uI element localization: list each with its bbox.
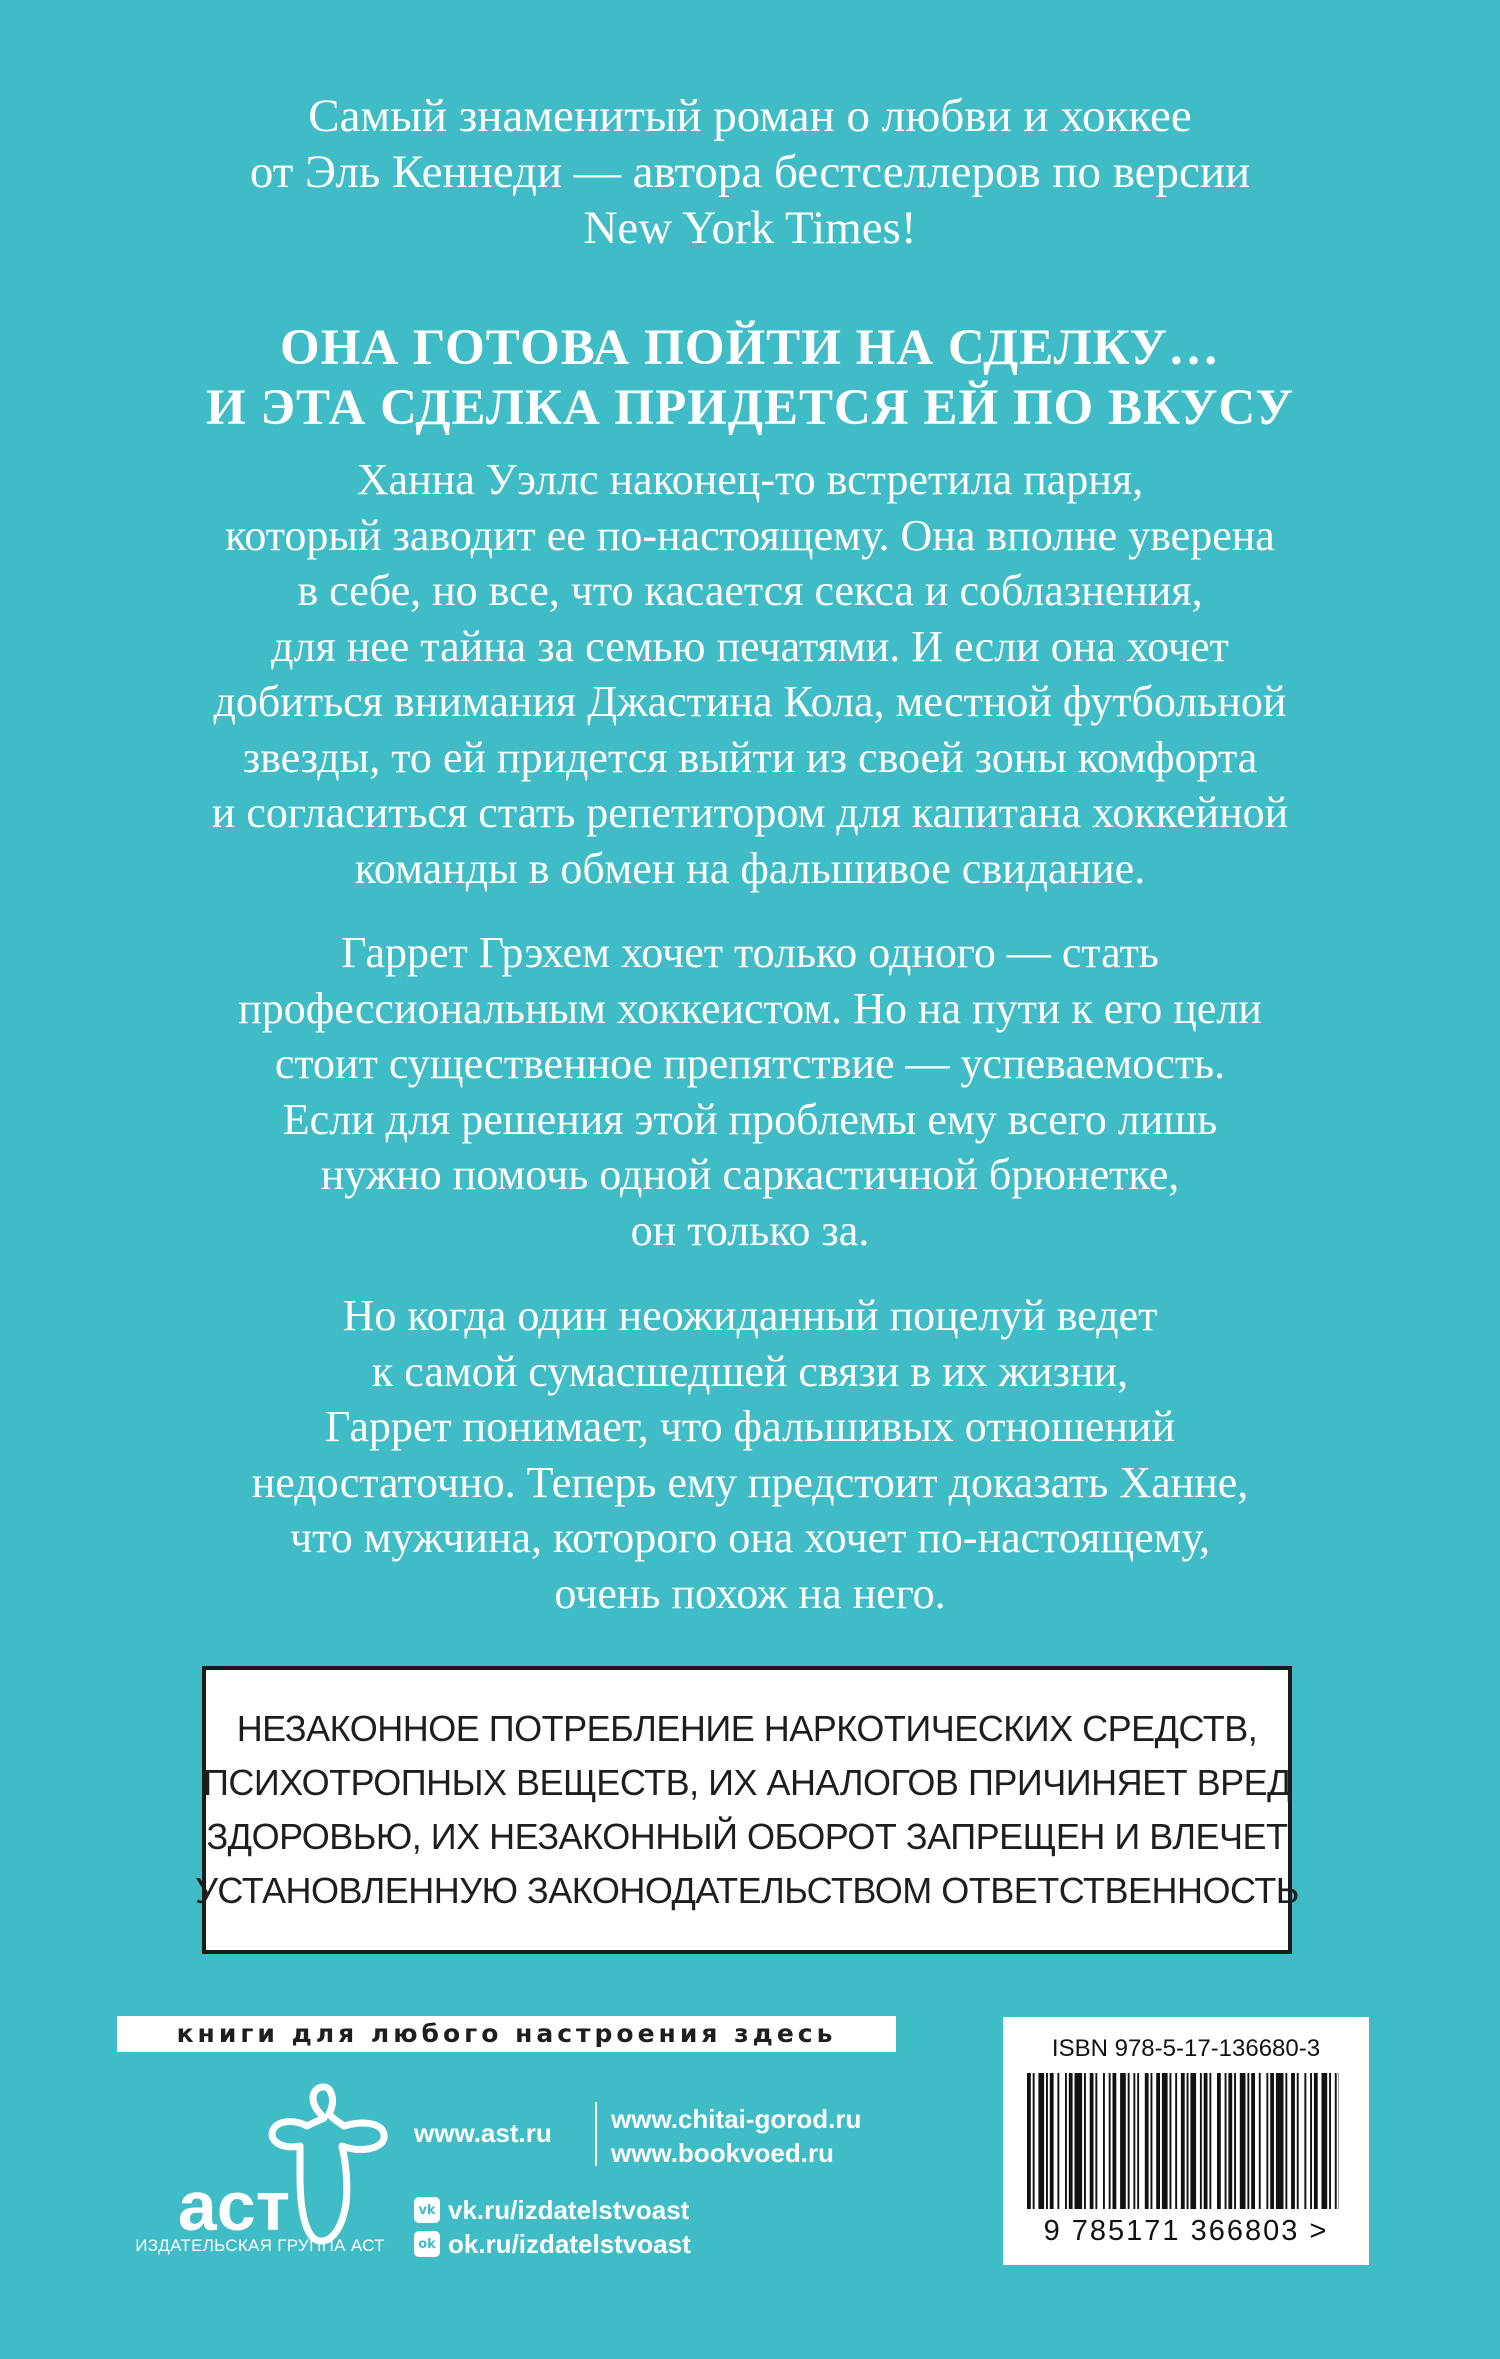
slogan-banner: книги для любого настроения здесь (117, 2016, 896, 2052)
paragraph-line: очень похож на него. (554, 1568, 946, 1618)
barcode-stripe (1297, 2073, 1299, 2209)
barcode-stripe (1038, 2073, 1044, 2209)
barcode-stripe (1251, 2073, 1255, 2209)
barcode-stripe (1200, 2073, 1202, 2209)
barcode-stripe (1128, 2073, 1130, 2209)
barcode-digits: 9 785171 366803 > (1043, 2215, 1329, 2247)
isbn-label: ISBN 978-5-17-136680-3 (1051, 2035, 1321, 2062)
warning-line: ЗДОРОВЬЮ, ИХ НЕЗАКОННЫЙ ОБОРОТ ЗАПРЕЩЕН И ВЛЕЧЕТ (206, 1816, 1288, 1857)
paragraph-line: Гаррет понимает, что фальшивых отношений (324, 1402, 1176, 1451)
paragraph-line: Гаррет Грэхем хочет только одного — стать (341, 928, 1159, 977)
barcode-stripe (1266, 2073, 1268, 2209)
barcode-stripe (1314, 2073, 1318, 2209)
headline-line: И ЭТА СДЕЛКА ПРИДЕТСЯ ЕЙ ПО ВКУСУ (206, 380, 1294, 436)
barcode-stripe (1335, 2073, 1337, 2209)
link-divider (595, 2102, 597, 2166)
paragraph-line: для нее тайна за семью печатями. И если она хочет (271, 621, 1229, 671)
barcode-stripe (1137, 2073, 1139, 2209)
paragraph-line: Если для решения этой проблемы ему всего лишь (282, 1094, 1218, 1144)
barcode-stripe (1291, 2073, 1295, 2209)
paragraph-line: он только за. (630, 1205, 870, 1255)
paragraph-line: звезды, то ей придется выйти из своей зоны комфорта (242, 732, 1258, 782)
paragraph-line: недостаточно. Теперь ему предстоит доказать Ханне, (251, 1457, 1249, 1507)
warning-line: УСТАНОВЛЕННУЮ ЗАКОНОДАТЕЛЬСТВОМ ОТВЕТСТВЕННОСТЬ (195, 1870, 1299, 1911)
barcode-stripe (1151, 2073, 1153, 2209)
barcode-bars (1027, 2073, 1339, 2209)
paragraph-line: стоит существенное препятствие — успеваемость. (274, 1039, 1226, 1088)
barcode-stripe (1133, 2073, 1135, 2209)
barcode-stripe (1285, 2073, 1287, 2209)
paragraph-line: профессиональным хоккеистом. Но на пути к его цели (238, 983, 1262, 1033)
barcode-stripe (1190, 2073, 1196, 2209)
barcode-stripe (1234, 2073, 1236, 2209)
headline-line: ОНА ГОТОВА ПОЙТИ НА СДЕЛКУ… (280, 320, 1220, 376)
barcode-stripe (1270, 2073, 1274, 2209)
headline (0, 318, 1500, 438)
warning-line: ПСИХОТРОПНЫХ ВЕЩЕСТВ, ИХ АНАЛОГОВ ПРИЧИНЯЕТ ВРЕД (203, 1762, 1291, 1803)
paragraph-line: в себе, но все, что касается секса и соблазнения, (297, 566, 1203, 615)
ast-logo-icon (120, 2080, 400, 2260)
barcode-stripe (1310, 2073, 1312, 2209)
paragraph-line: что мужчина, которого она хочет по-настоящему, (289, 1513, 1211, 1562)
ast-link[interactable]: www.ast.ru (414, 2118, 552, 2148)
synopsis-paragraph-3 (0, 1288, 1500, 1621)
chitai-gorod-link[interactable]: www.chitai-gorod.ru (611, 2104, 862, 2134)
barcode-stripe (1033, 2073, 1035, 2209)
barcode-stripe (1209, 2073, 1211, 2209)
paragraph-line: к самой сумасшедшей связи в их жизни, (371, 1346, 1129, 1396)
synopsis-paragraph-2 (0, 925, 1500, 1258)
paragraph-line: и согласиться стать репетитором для капитана хоккейной (211, 788, 1289, 837)
barcode-stripe (1027, 2073, 1031, 2209)
vk-social-link[interactable] (414, 2195, 689, 2225)
barcode-stripe (1247, 2073, 1249, 2209)
barcode-stripe (1225, 2073, 1227, 2209)
barcode-stripe (1057, 2073, 1059, 2209)
barcode-stripe (1175, 2073, 1177, 2209)
vk-link-label: vk.ru/izdatelstvoast (448, 2194, 690, 2225)
barcode-stripe (1329, 2073, 1331, 2209)
barcode-stripe (1145, 2073, 1149, 2209)
tagline (0, 88, 1500, 256)
barcode-stripe (1217, 2073, 1221, 2209)
barcode-stripe (1259, 2073, 1261, 2209)
ok-link-label: ok.ru/izdatelstvoast (448, 2228, 691, 2259)
paragraph-line: добиться внимания Джастина Кола, местной футбольной (213, 677, 1287, 726)
paragraph-line: Но когда один неожиданный поцелуй ведет (342, 1291, 1158, 1340)
bookvoed-link[interactable]: www.bookvoed.ru (611, 2138, 834, 2168)
synopsis-paragraph-1 (0, 452, 1500, 896)
barcode-stripe (1162, 2073, 1168, 2209)
barcode-stripe (1120, 2073, 1126, 2209)
barcode-stripe (1095, 2073, 1097, 2209)
paragraph-line: нужно помочь одной саркастичной брюнетке, (320, 1150, 1180, 1199)
barcode-stripe (1065, 2073, 1067, 2209)
barcode-stripe (1113, 2073, 1117, 2209)
ok-social-link[interactable] (414, 2229, 691, 2259)
barcode-stripe (1187, 2073, 1189, 2209)
barcode-stripe (1170, 2073, 1172, 2209)
paragraph-line: который заводит ее по-настоящему. Она вполне уверена (225, 510, 1275, 560)
publisher-caption: ИЗДАТЕЛЬСКАЯ ГРУППА АСТ (135, 2236, 385, 2255)
legal-warning-box (195, 1666, 1299, 1954)
barcode-stripe (1090, 2073, 1094, 2209)
barcode-stripe (1084, 2073, 1086, 2209)
barcode-stripe (1181, 2073, 1185, 2209)
barcode-stripe (1069, 2073, 1073, 2209)
barcode-box (1003, 2017, 1369, 2265)
barcode-stripe (1204, 2073, 1208, 2209)
tagline-line: New York Times! (583, 202, 917, 254)
barcode-stripe (1050, 2073, 1054, 2209)
tagline-line: Самый знаменитый роман о любви и хоккее (308, 90, 1192, 142)
logo-text: аст (177, 2167, 290, 2245)
barcode-stripe (1103, 2073, 1105, 2209)
barcode-stripe (1276, 2073, 1284, 2209)
ok-icon: ok (414, 2231, 440, 2257)
barcode-stripe (1240, 2073, 1246, 2209)
paragraph-line: Ханна Уэллс наконец-то встретила парня, (356, 455, 1144, 504)
barcode-stripe (1109, 2073, 1111, 2209)
barcode-stripe (1156, 2073, 1160, 2209)
warning-line: НЕЗАКОННОЕ ПОТРЕБЛЕНИЕ НАРКОТИЧЕСКИХ СРЕДСТВ, (236, 1708, 1258, 1749)
barcode-stripe (1322, 2073, 1328, 2209)
barcode-stripe (1228, 2073, 1232, 2209)
barcode-stripe (1046, 2073, 1048, 2209)
barcode-stripe (1075, 2073, 1083, 2209)
tagline-line: от Эль Кеннеди — автора бестселлеров по версии (249, 146, 1251, 198)
vk-icon: vk (414, 2197, 440, 2223)
paragraph-line: команды в обмен на фальшивое свидание. (354, 843, 1146, 893)
barcode-stripe (1304, 2073, 1306, 2209)
